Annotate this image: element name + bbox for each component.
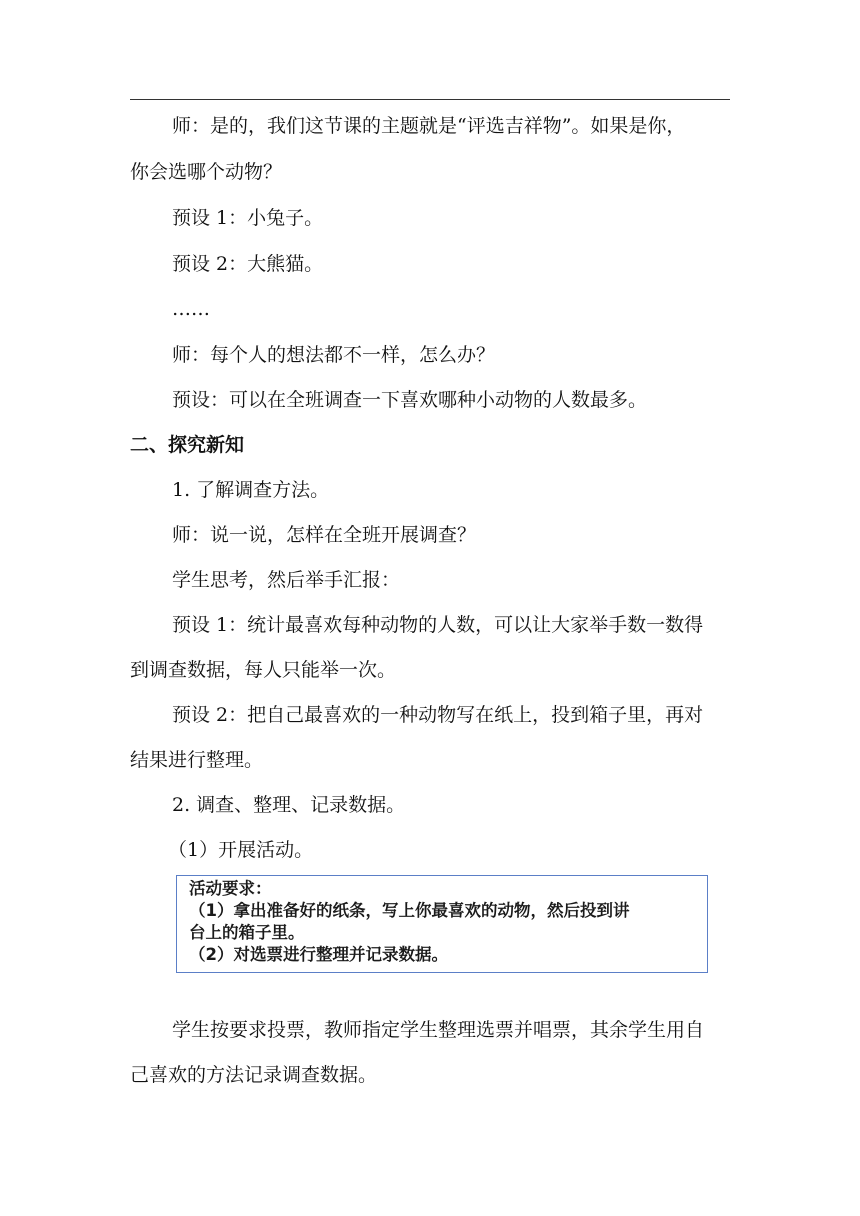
subsection-step-1: （1）开展活动。	[168, 839, 314, 861]
activity-item-1-cont: 台上的箱子里。	[189, 923, 305, 942]
subsection-heading-2: 2. 调查、整理、记录数据。	[172, 794, 406, 816]
paragraph-preset-b: 预设 2：把自己最喜欢的一种动物写在纸上，投到箱子里，再对	[172, 704, 704, 726]
activity-item-1: （1）拿出准备好的纸条，写上你最喜欢的动物，然后投到讲	[189, 901, 630, 920]
header-rule	[130, 99, 730, 100]
activity-requirements-box	[176, 875, 708, 973]
paragraph-teacher-theme-cont: 你会选哪个动物？	[130, 161, 283, 183]
paragraph-students-vote-cont: 己喜欢的方法记录调查数据。	[130, 1064, 378, 1086]
paragraph-preset-a-cont: 到调查数据，每人只能举一次。	[130, 659, 397, 681]
paragraph-preset-a: 预设 1：统计最喜欢每种动物的人数，可以让大家举手数一数得	[172, 614, 704, 636]
section-heading: 二、探究新知	[130, 434, 245, 456]
paragraph-teacher-theme: 师：是的，我们这节课的主题就是“评选吉祥物”。如果是你，	[172, 115, 686, 137]
paragraph-teacher-question: 师：每个人的想法都不一样，怎么办？	[172, 344, 496, 366]
activity-item-2: （2）对选票进行整理并记录数据。	[189, 945, 448, 964]
paragraph-preset-b-cont: 结果进行整理。	[130, 749, 264, 771]
activity-box-title: 活动要求：	[189, 879, 272, 898]
paragraph-preset-2: 预设 2：大熊猫。	[172, 253, 324, 275]
paragraph-students-think: 学生思考，然后举手汇报：	[172, 569, 401, 591]
paragraph-students-vote: 学生按要求投票，教师指定学生整理选票并唱票，其余学生用自	[172, 1019, 705, 1041]
paragraph-teacher-how: 师：说一说，怎样在全班开展调查？	[172, 524, 477, 546]
paragraph-preset-survey: 预设：可以在全班调查一下喜欢哪种小动物的人数最多。	[172, 389, 648, 411]
paragraph-preset-1: 预设 1：小兔子。	[172, 207, 324, 229]
paragraph-ellipsis: ……	[172, 298, 210, 320]
subsection-heading-1: 1. 了解调查方法。	[172, 479, 330, 501]
